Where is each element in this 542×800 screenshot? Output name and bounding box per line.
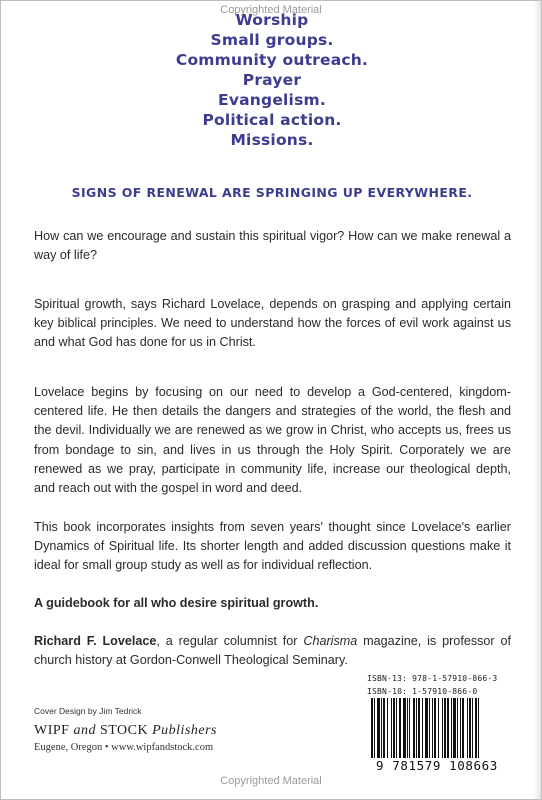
barcode-bar — [371, 698, 373, 758]
barcode-bar — [396, 698, 397, 758]
paragraph-growth: Spiritual growth, says Richard Lovelace, depends on grasping and applying certain key biblical principles. We need to understand how the forces of evil work against us and what God has done for us in Christ. — [34, 297, 511, 350]
header-item: Evangelism. — [218, 91, 326, 109]
cover-credit: Cover Design by Jim Tedrick — [34, 706, 142, 716]
barcode-bar — [467, 698, 468, 758]
barcode — [369, 698, 509, 760]
guidebook-tagline: A guidebook for all who desire spiritual growth. — [34, 596, 319, 610]
barcode-bar — [418, 698, 420, 758]
header-item: Worship — [235, 11, 309, 29]
paragraph-summary: Lovelace begins by focusing on our need to develop a God-centered, kingdom-centered life. He then details the dangers and strategies of the world, the flesh and the devil. Individually we are renewed as we grow in Christ, who accepts us, frees us from bondage to sin, and lives in us through the Holy Spirit. Corporately we are renewed as we pray, participate in community life, increase our theological depth, and reach out with the gospel in word and deed. — [34, 385, 511, 496]
publisher-suffix: Publishers — [152, 723, 217, 738]
header-item: Small groups. — [210, 31, 334, 49]
barcode-bar — [425, 698, 428, 758]
barcode-bar — [387, 698, 388, 758]
paragraph-insights: This book incorporates insights from seven years' thought since Lovelace's earlier Dynamics of Spiritual life. Its shorter length and added discussion questions make it ideal for small group study as well as for individual reflection. — [34, 520, 511, 573]
barcode-bar — [469, 698, 471, 758]
header-list — [1, 10, 542, 150]
author-bio-text: magazine, is professor of church history at Gordon-Conwell Theological Seminary. — [34, 634, 511, 668]
barcode-bar — [403, 698, 406, 758]
header-item: Missions. — [230, 131, 314, 149]
barcode-bar — [462, 698, 464, 758]
barcode-bar — [478, 698, 479, 758]
barcode-bar — [438, 698, 439, 758]
barcode-bar — [432, 698, 433, 758]
barcode-bar — [377, 698, 380, 758]
barcode-digits: 9 781579 108663 — [376, 758, 498, 773]
author-bio — [34, 632, 511, 670]
publisher-logo — [34, 723, 217, 739]
barcode-bar — [457, 698, 458, 758]
isbn-13: ISBN-13: 978-1-57910-866-3 — [367, 674, 498, 683]
barcode-bar — [475, 698, 477, 758]
barcode-bar — [399, 698, 401, 758]
paragraph-intro: How can we encourage and sustain this spiritual vigor? How can we make renewal a way of life? — [34, 229, 511, 263]
barcode-bar — [422, 698, 423, 758]
publisher-and: and — [73, 723, 96, 738]
barcode-bars — [369, 698, 509, 760]
publisher-name: STOCK — [99, 723, 149, 738]
isbn-10: ISBN-10: 1-57910-866-0 — [367, 687, 478, 696]
barcode-bar — [444, 698, 446, 758]
author-name: Richard F. Lovelace — [34, 634, 157, 648]
barcode-bar — [453, 698, 456, 758]
barcode-bar — [434, 698, 436, 758]
barcode-bar — [429, 698, 430, 758]
barcode-bar — [451, 698, 452, 758]
watermark-bottom: Copyrighted Material — [220, 775, 322, 787]
barcode-bar — [460, 698, 461, 758]
barcode-bar — [393, 698, 395, 758]
barcode-bar — [381, 698, 382, 758]
author-bio-text: , a regular columnist for — [156, 634, 304, 648]
publisher-location: Eugene, Oregon • www.wipfandstock.com — [34, 742, 214, 753]
header-item: Political action. — [202, 111, 342, 129]
magazine-name: Charisma — [303, 634, 358, 648]
barcode-bar — [416, 698, 417, 758]
barcode-bar — [374, 698, 375, 758]
watermark-top: Copyrighted Material — [220, 4, 322, 16]
barcode-bar — [407, 698, 408, 758]
header-item: Prayer — [242, 71, 302, 89]
barcode-bar — [413, 698, 415, 758]
barcode-bar — [383, 698, 385, 758]
publisher-name: WIPF — [34, 723, 70, 738]
barcode-bar — [442, 698, 443, 758]
header-item: Community outreach. — [175, 51, 369, 69]
barcode-bar — [472, 698, 473, 758]
barcode-bar — [391, 698, 392, 758]
barcode-bar — [409, 698, 410, 758]
barcode-bar — [447, 698, 449, 758]
tagline: SIGNS OF RENEWAL ARE SPRINGING UP EVERYWHERE. — [71, 185, 473, 200]
